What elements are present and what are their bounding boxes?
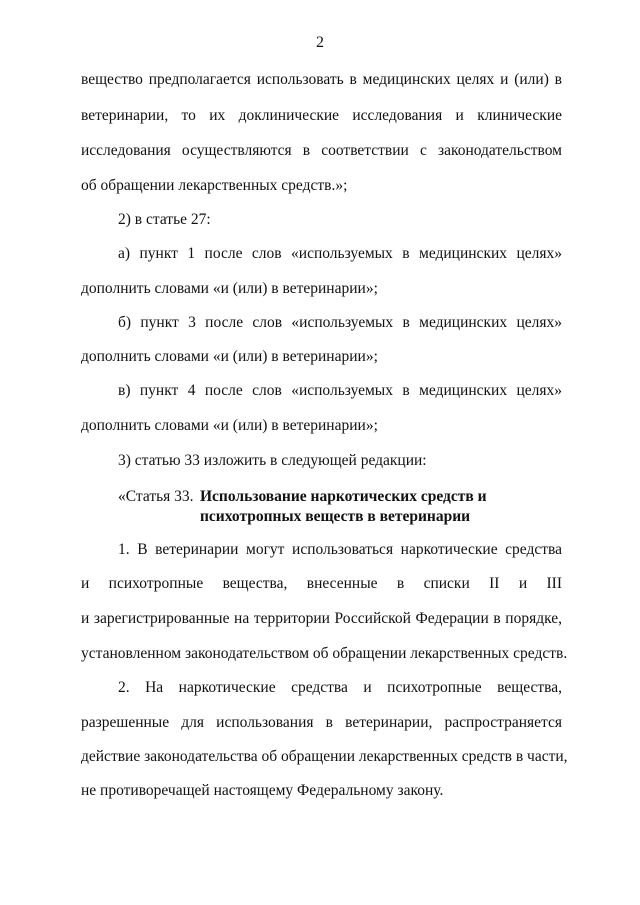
- list-item-3: 3) статью 33 изложить в следующей редакции:: [118, 452, 427, 469]
- list-item-2a-line2: дополнить словами «и (или) в ветеринарии»;: [81, 280, 378, 297]
- article-label: «Статья 33.: [118, 488, 194, 505]
- list-item-2b-line1: б) пункт 3 после слов «используемых в медицинских целях»: [118, 314, 562, 331]
- clause-1-line: установленном законодательством об обращении лекарственных средств.: [81, 645, 568, 662]
- clause-1-line: и зарегистрированные на территории Российской Федерации в порядке,: [81, 610, 562, 627]
- clause-2-line: 2. На наркотические средства и психотропные вещества,: [118, 679, 562, 696]
- list-item-2c-line1: в) пункт 4 после слов «используемых в медицинских целях»: [118, 382, 562, 399]
- paragraph-line: вещество предполагается использовать в медицинских целях и (или) в: [81, 71, 562, 88]
- paragraph-line: об обращении лекарственных средств.»;: [81, 177, 348, 194]
- list-item-2b-line2: дополнить словами «и (или) в ветеринарии»;: [81, 348, 378, 365]
- article-title-line2: психотропных веществ в ветеринарии: [200, 508, 471, 525]
- clause-2-line: не противоречащей настоящему Федеральному закону.: [81, 782, 444, 799]
- clause-2-line: действие законодательства об обращении лекарственных средств в части,: [81, 748, 568, 765]
- clause-1-line: и психотропные вещества, внесенные в списки II и III: [81, 575, 562, 592]
- page-number: 2: [316, 34, 324, 51]
- clause-2-line: разрешенные для использования в ветеринарии, распространяется: [81, 714, 562, 731]
- list-item-2: 2) в статье 27:: [118, 211, 211, 228]
- article-title-line1: Использование наркотических средств и: [200, 488, 487, 505]
- clause-1-line: 1. В ветеринарии могут использоваться наркотические средства: [118, 541, 562, 558]
- paragraph-line: ветеринарии, то их доклинические исследования и клинические: [81, 107, 562, 124]
- list-item-2a-line1: а) пункт 1 после слов «используемых в медицинских целях»: [118, 245, 562, 262]
- article-heading: [118, 487, 487, 507]
- list-item-2c-line2: дополнить словами «и (или) в ветеринарии»;: [81, 417, 378, 434]
- paragraph-line: исследования осуществляются в соответствии с законодательством: [81, 142, 562, 159]
